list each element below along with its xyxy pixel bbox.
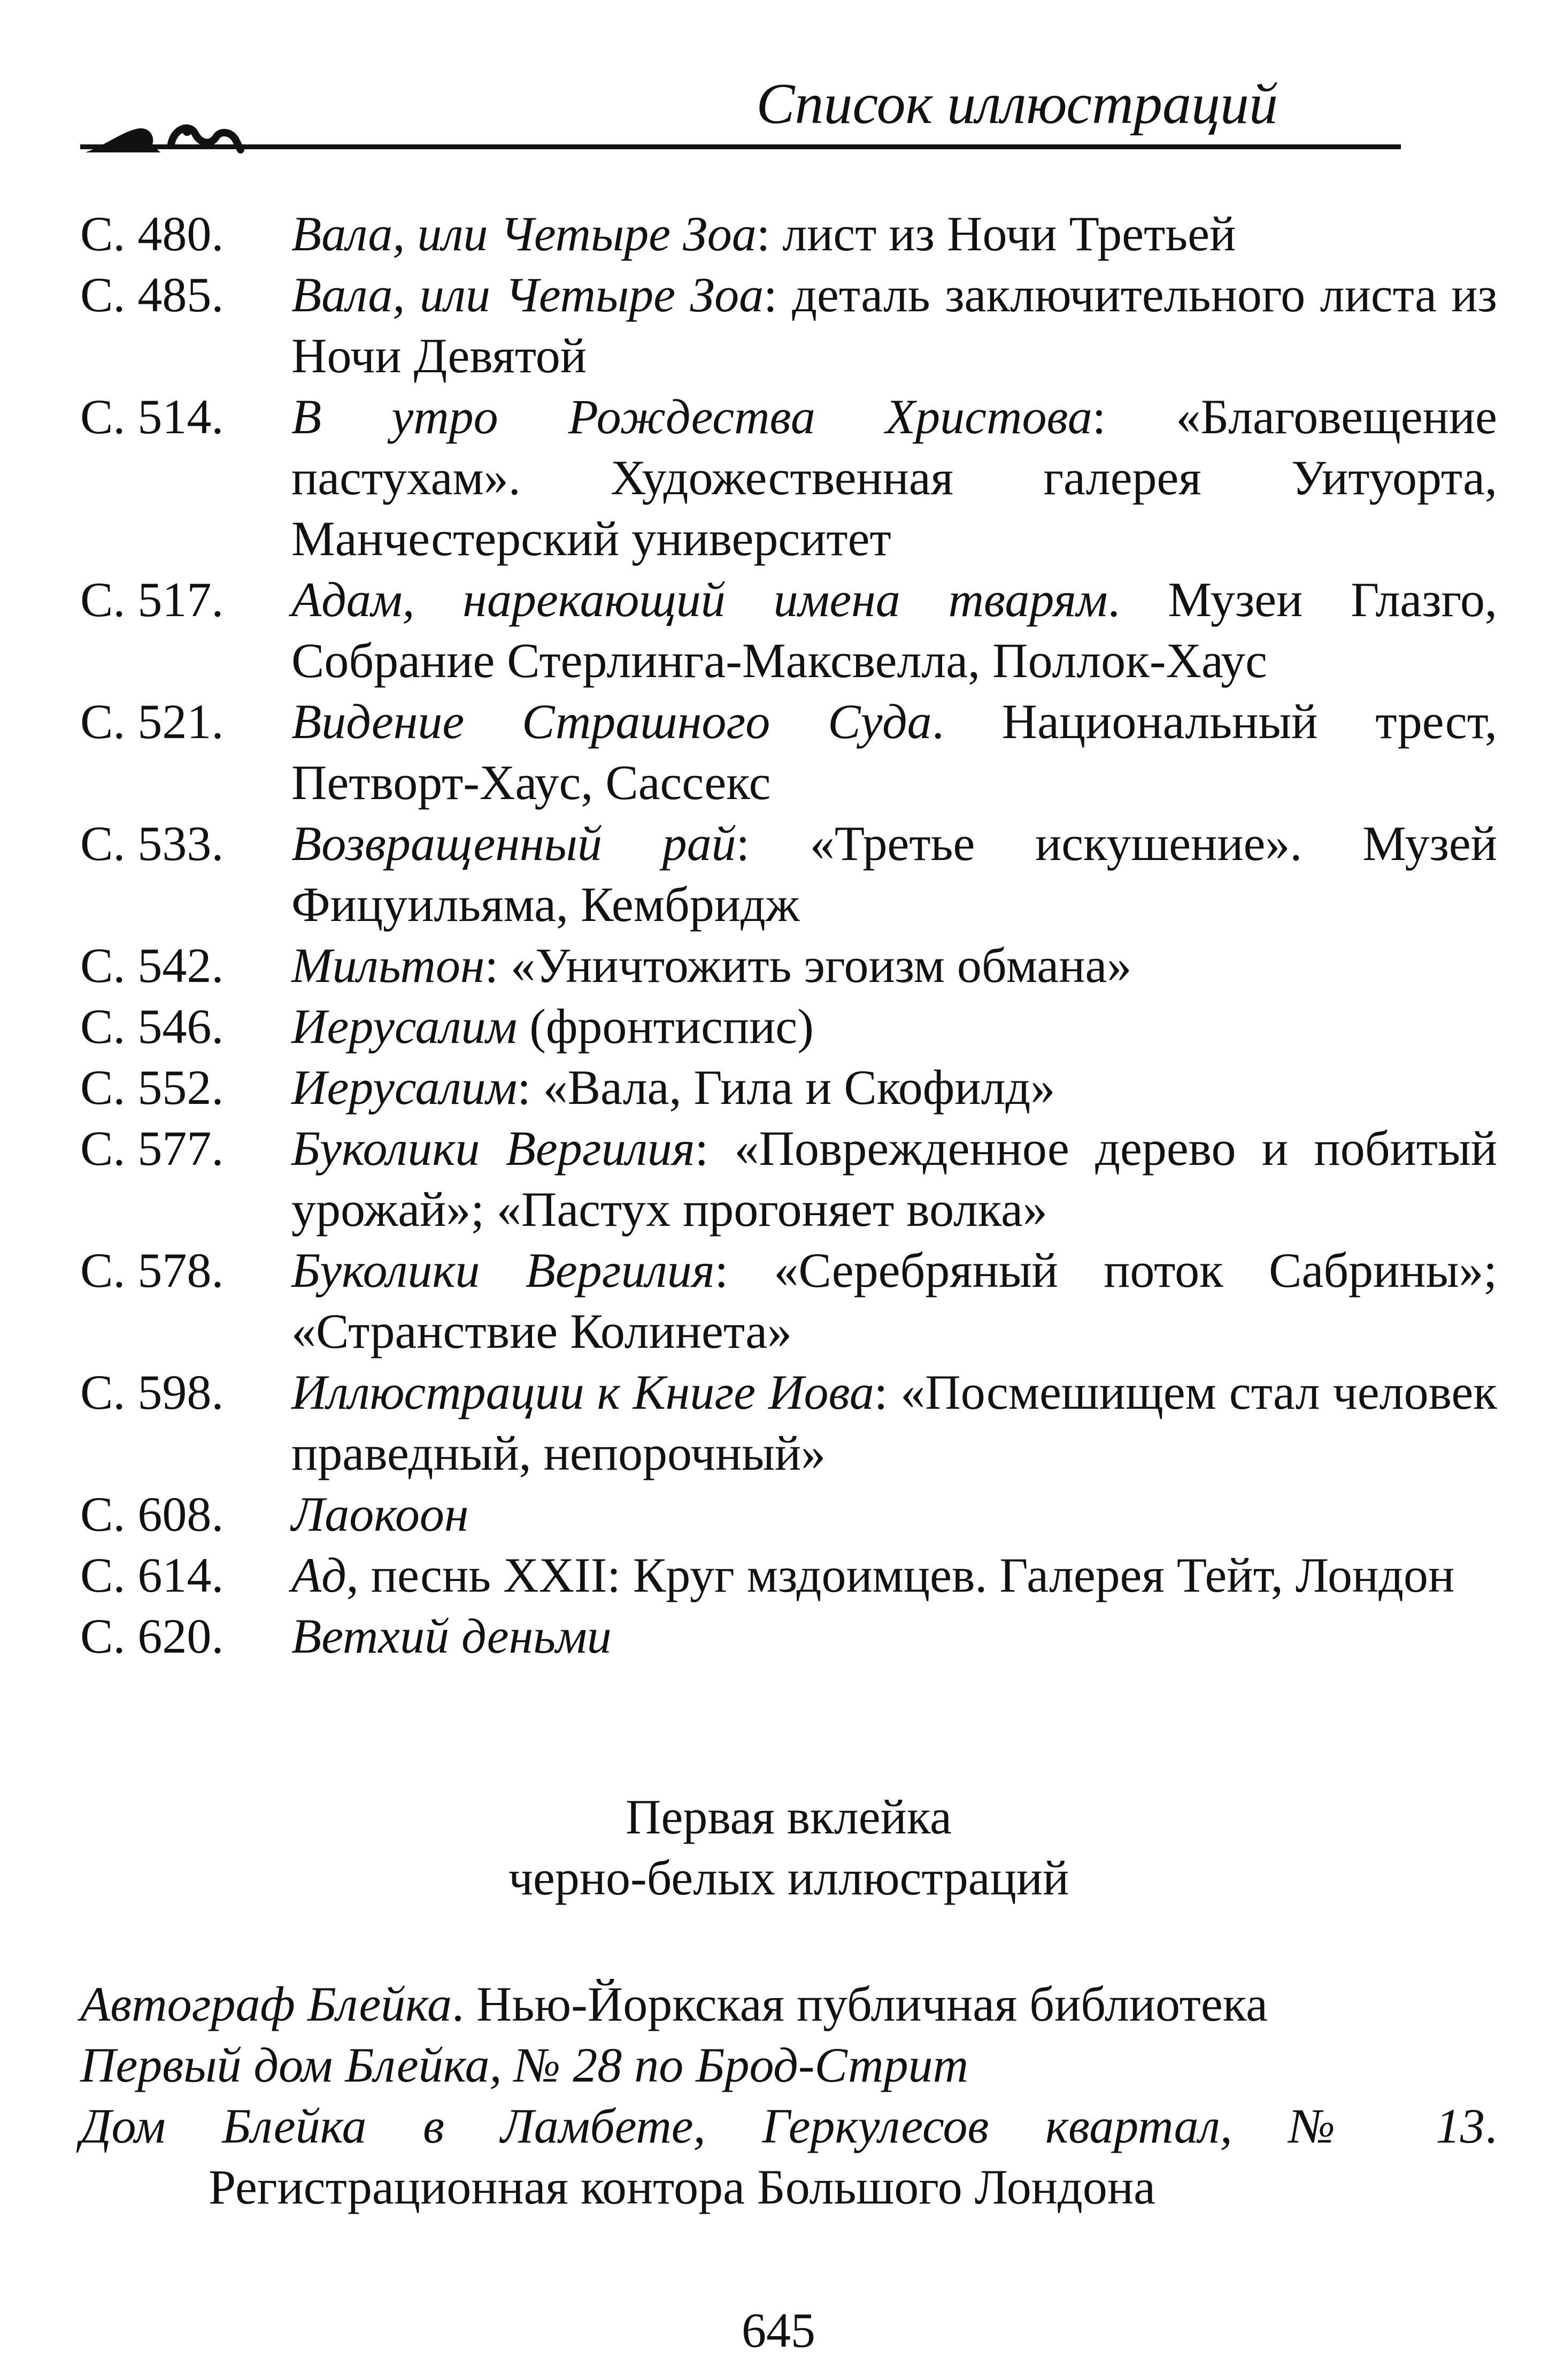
entry-description xyxy=(291,813,1497,935)
entry-caption: : «Посмешищем стал человек праведный, непорочный» xyxy=(291,1365,1497,1480)
list-item xyxy=(80,1545,1497,1606)
section-heading-line-1: Первая вклейка xyxy=(626,1790,952,1844)
entry-description xyxy=(291,264,1497,386)
entry-caption: : «Третье искушение». Музей Фицуильяма, Кембридж xyxy=(291,816,1497,932)
section-heading-line-2: черно-белых иллюстраций xyxy=(508,1851,1069,1905)
list-item xyxy=(80,569,1497,691)
entry-description xyxy=(291,1606,1497,1667)
entry-description xyxy=(291,569,1497,691)
entry-caption: : деталь заключительного листа из Ночи Девятой xyxy=(291,267,1498,383)
entry-work-title: Мильтон xyxy=(291,938,485,993)
entry-work-title: Адам, нарекающий имена тварям xyxy=(291,572,1108,627)
plate-item xyxy=(80,2034,1497,2095)
entry-caption: : «Уничтожить эгоизм обмана» xyxy=(484,938,1132,993)
entry-work-title: Иерусалим xyxy=(291,999,518,1054)
entry-work-title: Иерусалим xyxy=(291,1060,518,1115)
entry-page-ref: С. 514. xyxy=(80,389,224,444)
entry-work-title: Ветхий деньми xyxy=(291,1609,612,1663)
entry-page-ref: С. 608. xyxy=(80,1487,224,1541)
entry-page-ref: С. 533. xyxy=(80,816,224,871)
list-item xyxy=(80,1606,1497,1667)
entry-caption: : лист из Ночи Третьей xyxy=(756,206,1236,261)
plate-item xyxy=(80,1974,1497,2034)
entry-description xyxy=(291,386,1497,569)
entry-page-ref: С. 521. xyxy=(80,694,224,749)
fleuron-ornament-icon xyxy=(80,107,262,160)
list-item xyxy=(80,1484,1497,1545)
list-item xyxy=(80,1057,1497,1118)
entry-work-title: Буколики Вергилия xyxy=(291,1121,695,1176)
running-head-title: Список иллюстраций xyxy=(756,72,1278,136)
entry-caption: : «Вала, Гила и Скофилд» xyxy=(517,1060,1055,1115)
list-item xyxy=(80,1362,1497,1484)
entry-work-title: Буколики Вергилия xyxy=(291,1243,715,1298)
plates-list xyxy=(80,1974,1497,2217)
entry-caption: : «Благовещение пастухам». Художественная галерея Уитуорта, Манчестерский университет xyxy=(291,389,1497,566)
plate-caption: . Нью-Йоркская публичная библиотека xyxy=(452,1977,1268,2031)
entry-description xyxy=(291,1118,1497,1240)
illustrations-list xyxy=(80,203,1497,1667)
entry-description xyxy=(291,203,1497,264)
entry-page-ref: С. 598. xyxy=(80,1365,224,1419)
plate-title: Автограф Блейка xyxy=(80,1977,452,2031)
entry-work-title: В утро Рождества Христова xyxy=(291,389,1092,444)
entry-work-title: Иллюстрации к Книге Иова xyxy=(291,1365,874,1419)
header-rule xyxy=(80,144,1401,149)
entry-page-ref: С. 620. xyxy=(80,1609,224,1663)
entry-work-title: Видение Страшного Суда xyxy=(291,694,932,749)
entry-caption: . Музеи Глазго, Собрание Стерлинга-Максвелла, Поллок-Хаус xyxy=(291,572,1497,688)
entry-description xyxy=(291,935,1497,996)
entry-work-title: Вала, или Четыре Зоа xyxy=(291,206,757,261)
entry-description xyxy=(291,1240,1497,1362)
list-item xyxy=(80,691,1497,813)
running-header xyxy=(80,64,1401,155)
list-item xyxy=(80,386,1497,569)
entry-page-ref: С. 578. xyxy=(80,1243,224,1298)
entry-caption: , песнь XXII: Круг мздоимцев. Галерея Тейт, Лондон xyxy=(346,1548,1455,1602)
entry-description xyxy=(291,1057,1497,1118)
page-number: 645 xyxy=(742,2303,815,2358)
entry-work-title: Лаокоон xyxy=(291,1487,469,1541)
entry-page-ref: С. 546. xyxy=(80,999,224,1054)
entry-page-ref: С. 542. xyxy=(80,938,224,993)
plate-title: Первый дом Блейка, № 28 по Брод-Стрит xyxy=(80,2038,969,2092)
entry-page-ref: С. 552. xyxy=(80,1060,224,1115)
list-item xyxy=(80,935,1497,996)
entry-description xyxy=(291,1362,1497,1484)
entry-caption: (фронтиспис) xyxy=(517,999,814,1054)
entry-page-ref: С. 614. xyxy=(80,1548,224,1602)
list-item xyxy=(80,1240,1497,1362)
plate-title: Дом Блейка в Ламбете, Геркулесов квартал, № 13 xyxy=(80,2099,1485,2153)
entry-work-title: Вала, или Четыре Зоа xyxy=(291,267,764,322)
list-item xyxy=(80,1118,1497,1240)
entry-page-ref: С. 517. xyxy=(80,572,224,627)
entry-work-title: Возвращенный рай xyxy=(291,816,736,871)
entry-caption: : «Серебряный поток Сабрины»; «Странствие Колинета» xyxy=(291,1243,1498,1358)
entry-description xyxy=(291,1545,1497,1606)
entry-description xyxy=(291,996,1497,1057)
entry-page-ref: С. 480. xyxy=(80,206,224,261)
list-item xyxy=(80,996,1497,1057)
entry-page-ref: С. 485. xyxy=(80,267,224,322)
plate-caption: . Регистрационная контора Большого Лондона xyxy=(209,2099,1497,2214)
entry-caption: : «Поврежденное дерево и побитый урожай»; «Пастух прогоняет волка» xyxy=(291,1121,1497,1237)
entry-description xyxy=(291,1484,1497,1545)
plate-item xyxy=(80,2095,1497,2217)
list-item xyxy=(80,203,1497,264)
entry-caption: . Национальный трест, Петворт-Хаус, Сассекс xyxy=(291,694,1497,810)
section-heading xyxy=(80,1786,1497,1908)
entry-work-title: Ад xyxy=(291,1548,346,1602)
entry-description xyxy=(291,691,1497,813)
list-item xyxy=(80,264,1497,386)
list-item xyxy=(80,813,1497,935)
entry-page-ref: С. 577. xyxy=(80,1121,224,1176)
